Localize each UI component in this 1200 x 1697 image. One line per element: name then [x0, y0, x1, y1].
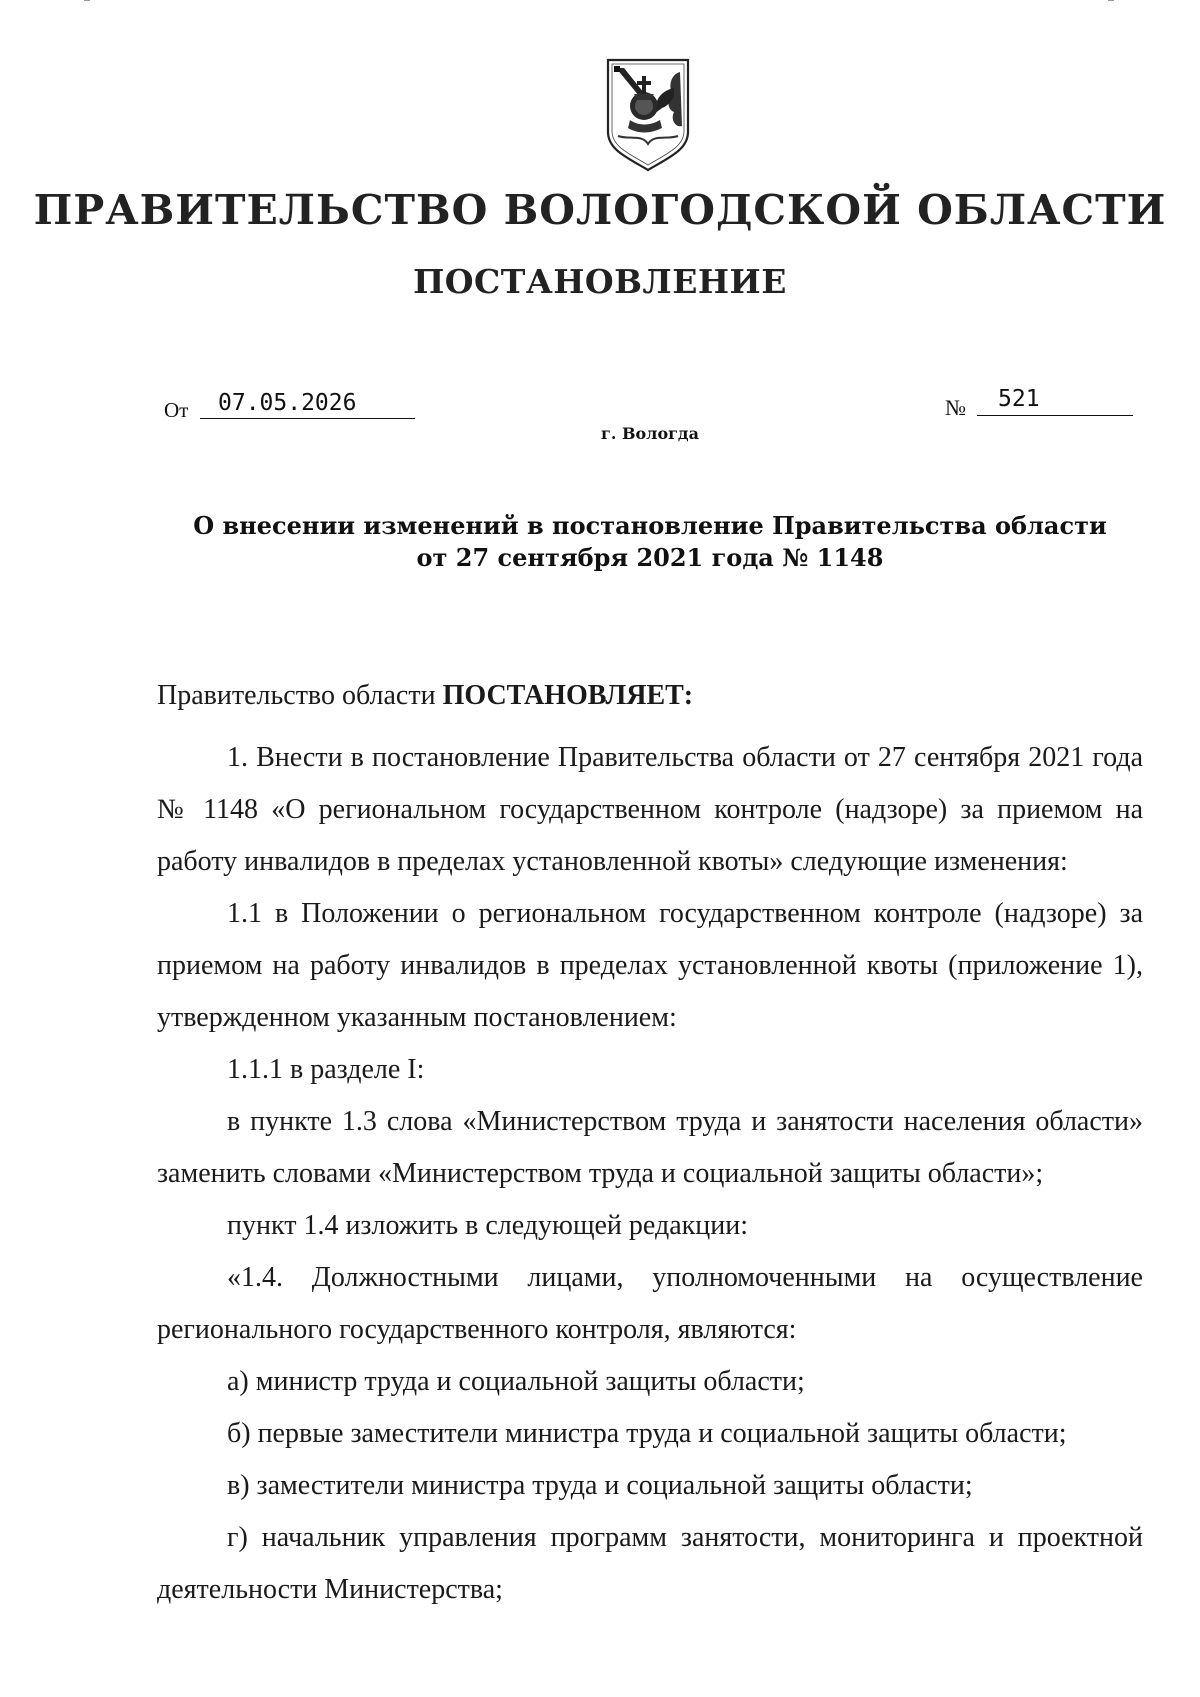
body-paragraph: «1.4. Должностными лицами, уполномоченными на осуществление регионального государственного контроля, являются:: [157, 1262, 1143, 1345]
body-paragraph: в) заместители министра труда и социальной защиты области;: [227, 1470, 973, 1501]
subject-line-1: О внесении изменений в постановление Правительства области: [193, 511, 1107, 540]
coat-of-arms-icon: [602, 54, 694, 172]
subject-line-2: от 27 сентября 2021 года № 1148: [416, 543, 884, 572]
resolution-lead-prefix: Правительство области: [157, 680, 443, 711]
resolution-lead-keyword: ПОСТАНОВЛЯЕТ:: [442, 680, 694, 711]
body-paragraph: а) министр труда и социальной защиты области;: [227, 1366, 805, 1397]
document-type-heading: ПОСТАНОВЛЕНИЕ: [413, 262, 787, 301]
body-paragraph: 1.1.1 в разделе I:: [227, 1054, 425, 1085]
document-date: 07.05.2026: [218, 390, 357, 416]
document-body: [157, 670, 1143, 1616]
organization-title: ПРАВИТЕЛЬСТВО ВОЛОГОДСКОЙ ОБЛАСТИ: [33, 186, 1167, 234]
document-subject: [0, 510, 1200, 574]
date-underline: [200, 418, 415, 419]
scan-mark-left: [84, 0, 90, 5]
body-paragraph: б) первые заместители министра труда и социальной защиты области;: [227, 1418, 1067, 1449]
body-paragraph: пункт 1.4 изложить в следующей редакции:: [227, 1210, 748, 1241]
date-label: От: [164, 398, 189, 422]
body-paragraph: 1.1 в Положении о региональном государственном контроле (надзоре) за приемом на работу инвалидов в пределах установленной квоты (приложение 1), утвержденном указанным постановлением:: [157, 898, 1143, 1033]
body-paragraph: г) начальник управления программ занятости, мониторинга и проектной деятельности Министерства;: [157, 1522, 1143, 1605]
scan-mark-right: [1108, 0, 1114, 5]
body-paragraph: в пункте 1.3 слова «Министерством труда и занятости населения области» заменить словами «Министерством труда и социальной защиты области»;: [157, 1106, 1143, 1189]
city-label: г. Вологда: [601, 424, 699, 443]
document-number: 521: [998, 386, 1040, 412]
number-label: №: [945, 395, 966, 420]
resolution-lead: [157, 670, 1143, 722]
body-paragraph: 1. Внести в постановление Правительства области от 27 сентября 2021 года № 1148 «О региональном государственном контроле (надзоре) за приемом на работу инвалидов в пределах установленной квоты» следующие изменения:: [157, 742, 1143, 877]
number-underline: [977, 415, 1133, 416]
